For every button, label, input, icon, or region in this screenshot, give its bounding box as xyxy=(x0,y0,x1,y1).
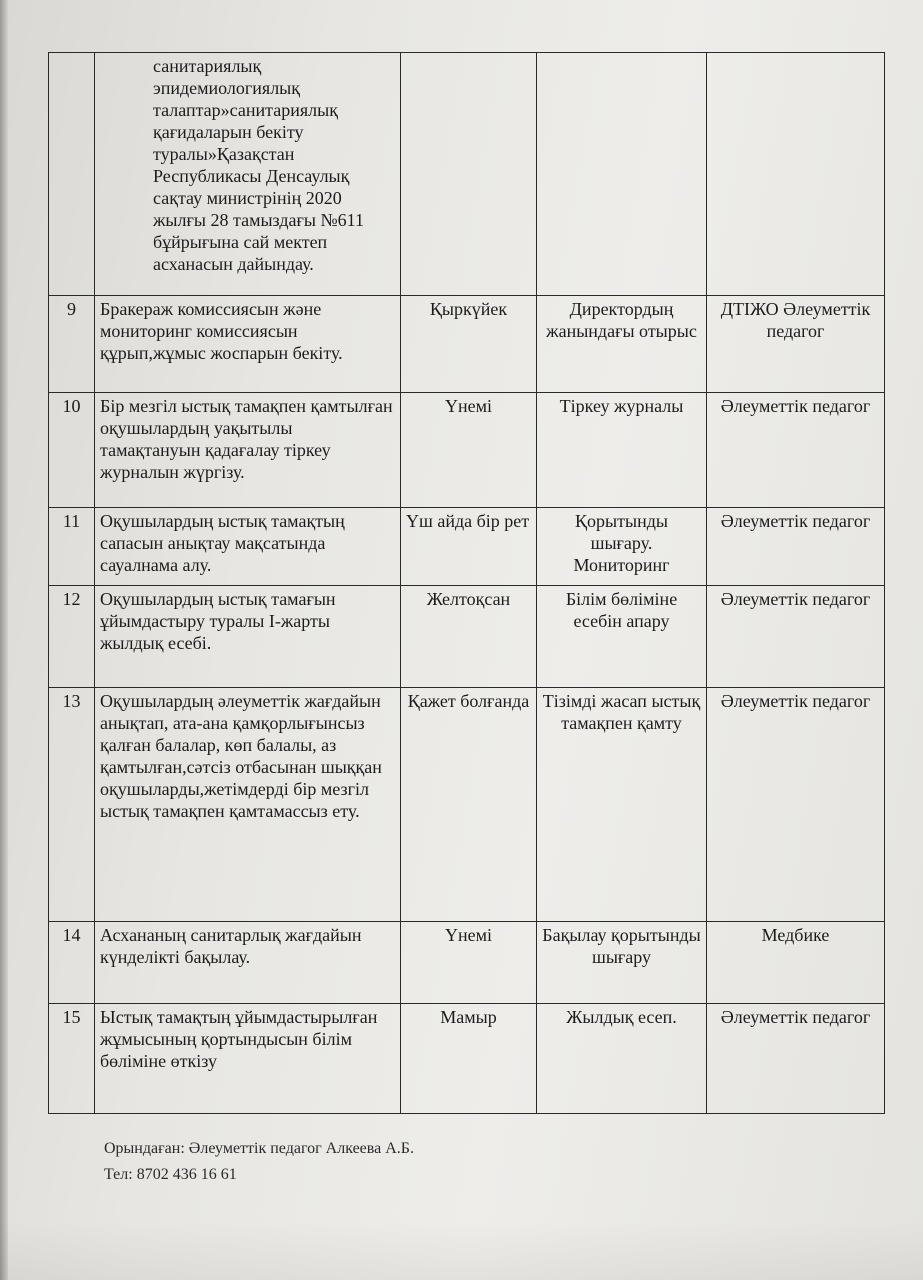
row-description: Бір мезгіл ыстық тамақпен қамтылған оқушылардың уақытылы тамақтануын қадағалау тіркеу журналын жүргізу. xyxy=(95,393,401,508)
table-row xyxy=(49,53,885,296)
table-row xyxy=(49,508,885,586)
row-deadline: Үнемі xyxy=(401,922,537,1004)
row-deadline: Қажет болғанда xyxy=(401,688,537,922)
row-responsible: ДТІЖО Әлеуметтік педагог xyxy=(707,296,885,393)
row-number xyxy=(49,53,95,296)
row-description: Асхананың санитарлық жағдайын күнделікті бақылау. xyxy=(95,922,401,1004)
row-description: Бракераж комиссиясын және мониторинг комиссиясын құрып,жұмыс жоспарын бекіту. xyxy=(95,296,401,393)
row-form: Жылдық есеп. xyxy=(537,1004,707,1114)
row-description: Оқушылардың ыстық тамағын ұйымдастыру туралы І-жарты жылдық есебі. xyxy=(95,586,401,688)
row-description: Оқушылардың ыстық тамақтың сапасын анықтау мақсатында сауалнама алу. xyxy=(95,508,401,586)
table-row xyxy=(49,1004,885,1114)
row-form: Директордың жанындағы отырыс xyxy=(537,296,707,393)
row-number: 12 xyxy=(49,586,95,688)
row-responsible: Әлеуметтік педагог xyxy=(707,586,885,688)
executor-line: Орындаған: Әлеуметтік педагог Алкеева А.Б. xyxy=(104,1140,414,1157)
row-deadline: Қыркүйек xyxy=(401,296,537,393)
row-form: Тіркеу журналы xyxy=(537,393,707,508)
row-number: 9 xyxy=(49,296,95,393)
row-responsible: Әлеуметтік педагог xyxy=(707,508,885,586)
row-responsible: Әлеуметтік педагог xyxy=(707,688,885,922)
row-number: 10 xyxy=(49,393,95,508)
row-description: Ыстық тамақтың ұйымдастырылған жұмысының қортындысын білім бөліміне өткізу xyxy=(95,1004,401,1114)
row-responsible: Медбике xyxy=(707,922,885,1004)
page-shadow xyxy=(0,1220,923,1280)
page-edge xyxy=(0,0,8,1280)
row-form: Тізімді жасап ыстық тамақпен қамту xyxy=(537,688,707,922)
row-form: Қорытынды шығару. Мониторинг xyxy=(537,508,707,586)
document-footer xyxy=(104,1136,414,1188)
row-deadline: Үнемі xyxy=(401,393,537,508)
table-row xyxy=(49,586,885,688)
row-description: Оқушылардың әлеуметтік жағдайын анықтап, ата-ана қамқорлығынсыз қалған балалар, көп балалы, аз қамтылған,сәтсіз отбасынан шыққан оқушыларды,жетімдерді бір мезгіл ыстық тамақпен қамтамассыз ету. xyxy=(95,688,401,922)
row-number: 14 xyxy=(49,922,95,1004)
table-row xyxy=(49,393,885,508)
row-number: 11 xyxy=(49,508,95,586)
row-responsible: Әлеуметтік педагог xyxy=(707,1004,885,1114)
row-deadline: Желтоқсан xyxy=(401,586,537,688)
row-deadline: Үш айда бір рет xyxy=(401,508,537,586)
table-row xyxy=(49,688,885,922)
row-form: Бақылау қорытынды шығару xyxy=(537,922,707,1004)
row-number: 15 xyxy=(49,1004,95,1114)
row-deadline: Мамыр xyxy=(401,1004,537,1114)
row-form: Білім бөліміне есебін апару xyxy=(537,586,707,688)
table-row xyxy=(49,296,885,393)
phone-line: Тел: 8702 436 16 61 xyxy=(104,1166,237,1183)
row-form xyxy=(537,53,707,296)
row-number: 13 xyxy=(49,688,95,922)
row-description: санитариялық эпидемиологиялық талаптар»санитариялық қағидаларын бекіту туралы»Қазақстан Республикасы Денсаулық сақтау министрінің 2020 жылғы 28 тамыздағы №611 бұйрығына сай мектеп асханасын дайындау. xyxy=(95,53,401,296)
row-deadline xyxy=(401,53,537,296)
row-responsible: Әлеуметтік педагог xyxy=(707,393,885,508)
plan-table xyxy=(48,52,885,1114)
row-responsible xyxy=(707,53,885,296)
table-row xyxy=(49,922,885,1004)
